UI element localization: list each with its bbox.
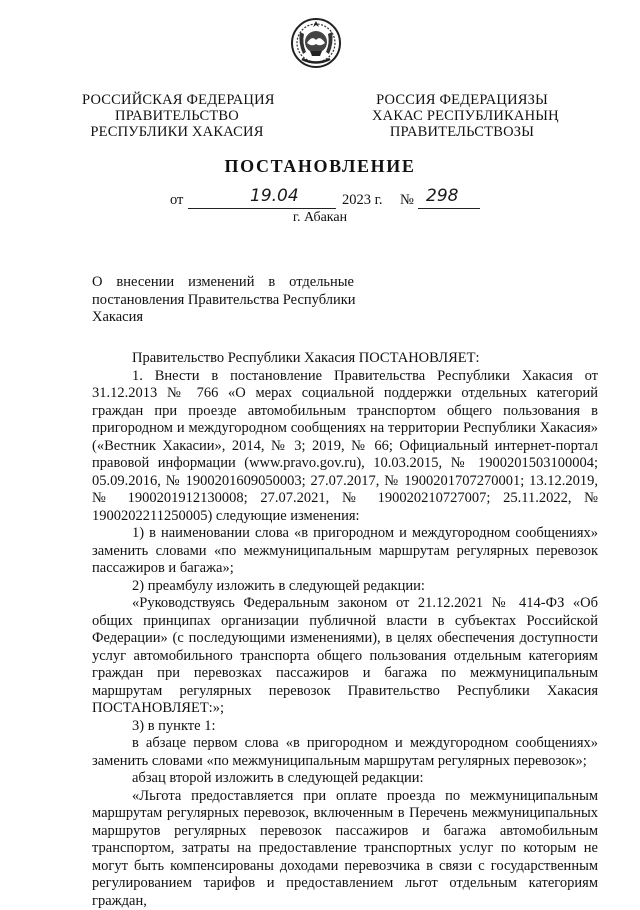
paragraph-preamble-text: «Руководствуясь Федеральным законом от 21.12.2021 № 414-ФЗ «Об общих принципах организации публичной власти в субъектах Российской Федерации» (с последующими изменениями), в целях обеспечения доступности услуг автомобильного транспорта общего пользования отдельным категориям граждан при перевозках пассажиров и багажа по межмуниципальным маршрутам регулярных перевозок Правительство Республики Хакасия ПОСТАНОВЛЯЕТ:»; (92, 595, 598, 718)
paragraph-subitem-1: 1) в наименовании слова «в пригородном и междугородном сообщениях» заменить словами «по межмуниципальным маршрутам регулярных перевозок пассажиров и багажа»; (92, 525, 598, 578)
header-left-line-2: ПРАВИТЕЛЬСТВО (82, 108, 272, 124)
header-left-line-3: РЕСПУБЛИКИ ХАКАСИЯ (82, 124, 272, 140)
header-left-line-1: РОССИЙСКАЯ ФЕДЕРАЦИЯ (82, 92, 272, 108)
number-underline (418, 208, 480, 209)
paragraph-subitem-2: 2) преамбулу изложить в следующей редакции: (92, 578, 598, 596)
paragraph-subitem-3: 3) в пункте 1: (92, 718, 598, 736)
date-number-line (170, 188, 490, 212)
handwritten-date: 19.04 (250, 186, 299, 206)
republic-of-khakassia-emblem-icon (290, 16, 342, 68)
header-right-line-2: ХАКАС РЕСПУБЛИКАНЫҢ (372, 108, 552, 124)
number-sign: № (400, 192, 414, 209)
year-label: 2023 г. (342, 192, 383, 209)
document-body (92, 350, 598, 910)
paragraph-benefit-text: «Льгота предоставляется при оплате проезда по межмуниципальным маршрутам регулярных перевозок, включенным в Перечень межмуниципальных маршрутов регулярных перевозок пассажиров и багажа автомобильным транспортом, затраты на предоставление транспортных услуг по которым не могут быть компенсированы доходами перевозчика в связи с государственным регулированием тарифов и предоставлением льгот отдельным категориям граждан, (92, 788, 598, 910)
paragraph-second-abzac: абзац второй изложить в следующей редакции: (92, 770, 598, 788)
header-right-line-3: ПРАВИТЕЛЬСТВОЗЫ (372, 124, 552, 140)
paragraph-item-1: 1. Внести в постановление Правительства Республики Хакасия от 31.12.2013 № 766 «О мерах социальной поддержки отдельных категорий граждан при проезде автомобильным транспортом общего пользования в пригородном и междугородном сообщениях на территории Республики Хакасия» («Вестник Хакасии», 2014, № 3; 2019, № 66; Официальный интернет-портал правовой информации (www.pravo.gov.ru), 10.03.2015, № 1900201503100004; 05.09.2016, № 1900201609050003; 27.07.2017, № 1900201707270001; 13.12.2019, № 1900201912130008; 27.07.2021, № 190020210727007; 25.11.2022, № 1900202211250005) следующие изменения: (92, 368, 598, 526)
paragraph-first-abzac: в абзаце первом слова «в пригородном и междугородном сообщениях» заменить словами «по межмуниципальным маршрутам регулярных перевозок»; (92, 735, 598, 770)
subject-line-2: постановления Правительства Республики (92, 292, 354, 310)
date-prefix: от (170, 192, 183, 209)
header-left-russian (82, 92, 272, 140)
date-underline (188, 208, 336, 209)
header-right-line-1: РОССИЯ ФЕДЕРАЦИЯЗЫ (372, 92, 552, 108)
handwritten-number: 298 (426, 186, 458, 206)
subject-block (92, 274, 354, 327)
header-right-khakas (372, 92, 552, 140)
paragraph-resolves: Правительство Республики Хакасия ПОСТАНОВЛЯЕТ: (92, 350, 598, 368)
subject-line-3: Хакасия (92, 309, 354, 327)
city-label: г. Абакан (0, 210, 640, 226)
document-title: ПОСТАНОВЛЕНИЕ (0, 156, 640, 177)
subject-line-1: О внесении изменений в отдельные (92, 274, 354, 292)
